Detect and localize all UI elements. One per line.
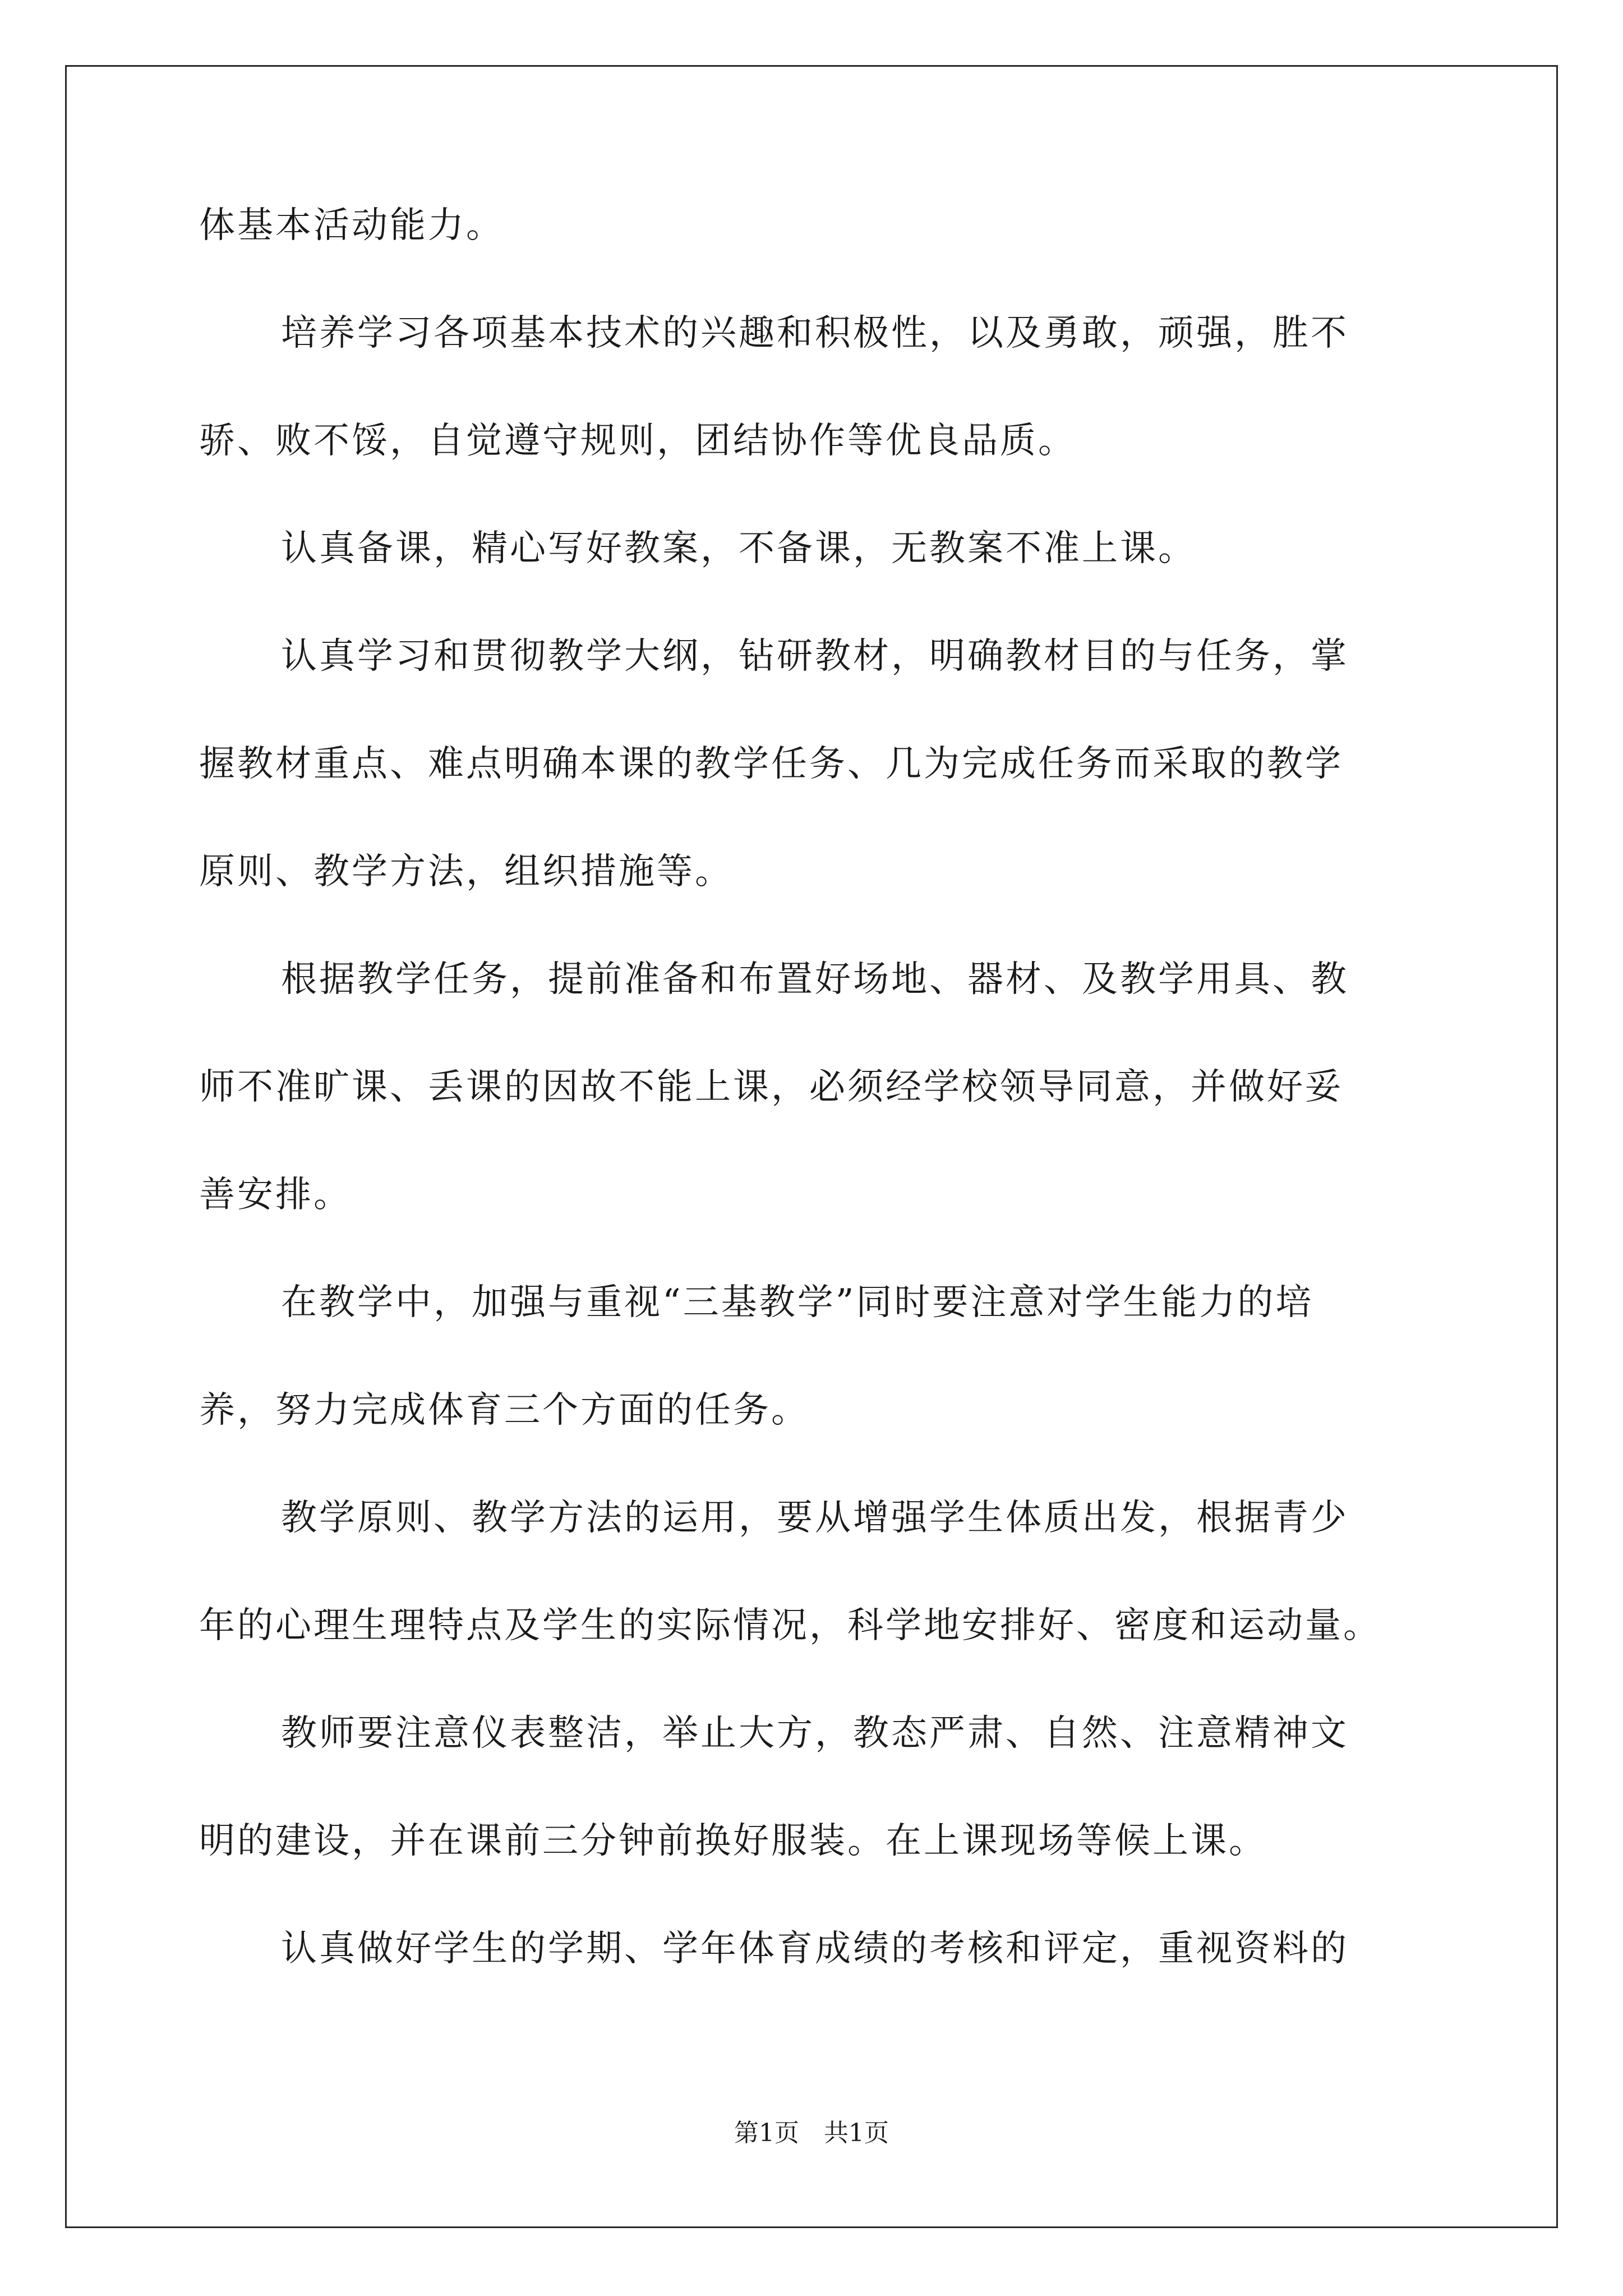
text-line: 原则、教学方法，组织措施等。 — [199, 851, 733, 892]
text-line: 握教材重点、难点明确本课的教学任务、几为完成任务而采取的教学 — [199, 743, 1343, 785]
text-line: 教学原则、教学方法的运用，要从增强学生体质出发，根据青少 — [281, 1497, 1349, 1539]
text-line: 认真做好学生的学期、学年体育成绩的考核和评定，重视资料的 — [281, 1928, 1349, 1970]
page-number-footer: 第1页 共1页 — [734, 2119, 889, 2147]
text-line: 骄、败不馁，自觉遵守规则，团结协作等优良品质。 — [199, 420, 1076, 462]
text-line: 师不准旷课、丢课的因故不能上课，必须经学校领导同意，并做好妥 — [199, 1066, 1343, 1108]
text-line: 明的建设，并在课前三分钟前换好服装。在上课现场等候上课。 — [199, 1820, 1267, 1862]
text-line: 年的心理生理特点及学生的实际情况，科学地安排好、密度和运动量。 — [199, 1605, 1381, 1646]
text-line: 认真备课，精心写好教案，不备课，无教案不准上课。 — [281, 528, 1196, 569]
text-line: 善安排。 — [199, 1174, 352, 1216]
text-line: 培养学习各项基本技术的兴趣和积极性，以及勇敢，顽强，胜不 — [281, 312, 1349, 354]
page-border — [65, 65, 1558, 2228]
text-line: 根据教学任务，提前准备和布置好场地、器材、及教学用具、教 — [281, 959, 1349, 1000]
text-line: 在教学中，加强与重视“三基教学”同时要注意对学生能力的培 — [281, 1282, 1314, 1323]
text-line: 教师要注意仪表整洁，举止大方，教态严肃、自然、注意精神文 — [281, 1713, 1349, 1754]
text-line: 认真学习和贯彻教学大纲，钻研教材，明确教材目的与任务，掌 — [281, 636, 1349, 677]
text-line: 体基本活动能力。 — [199, 205, 504, 246]
text-line: 养，努力完成体育三个方面的任务。 — [199, 1389, 809, 1431]
